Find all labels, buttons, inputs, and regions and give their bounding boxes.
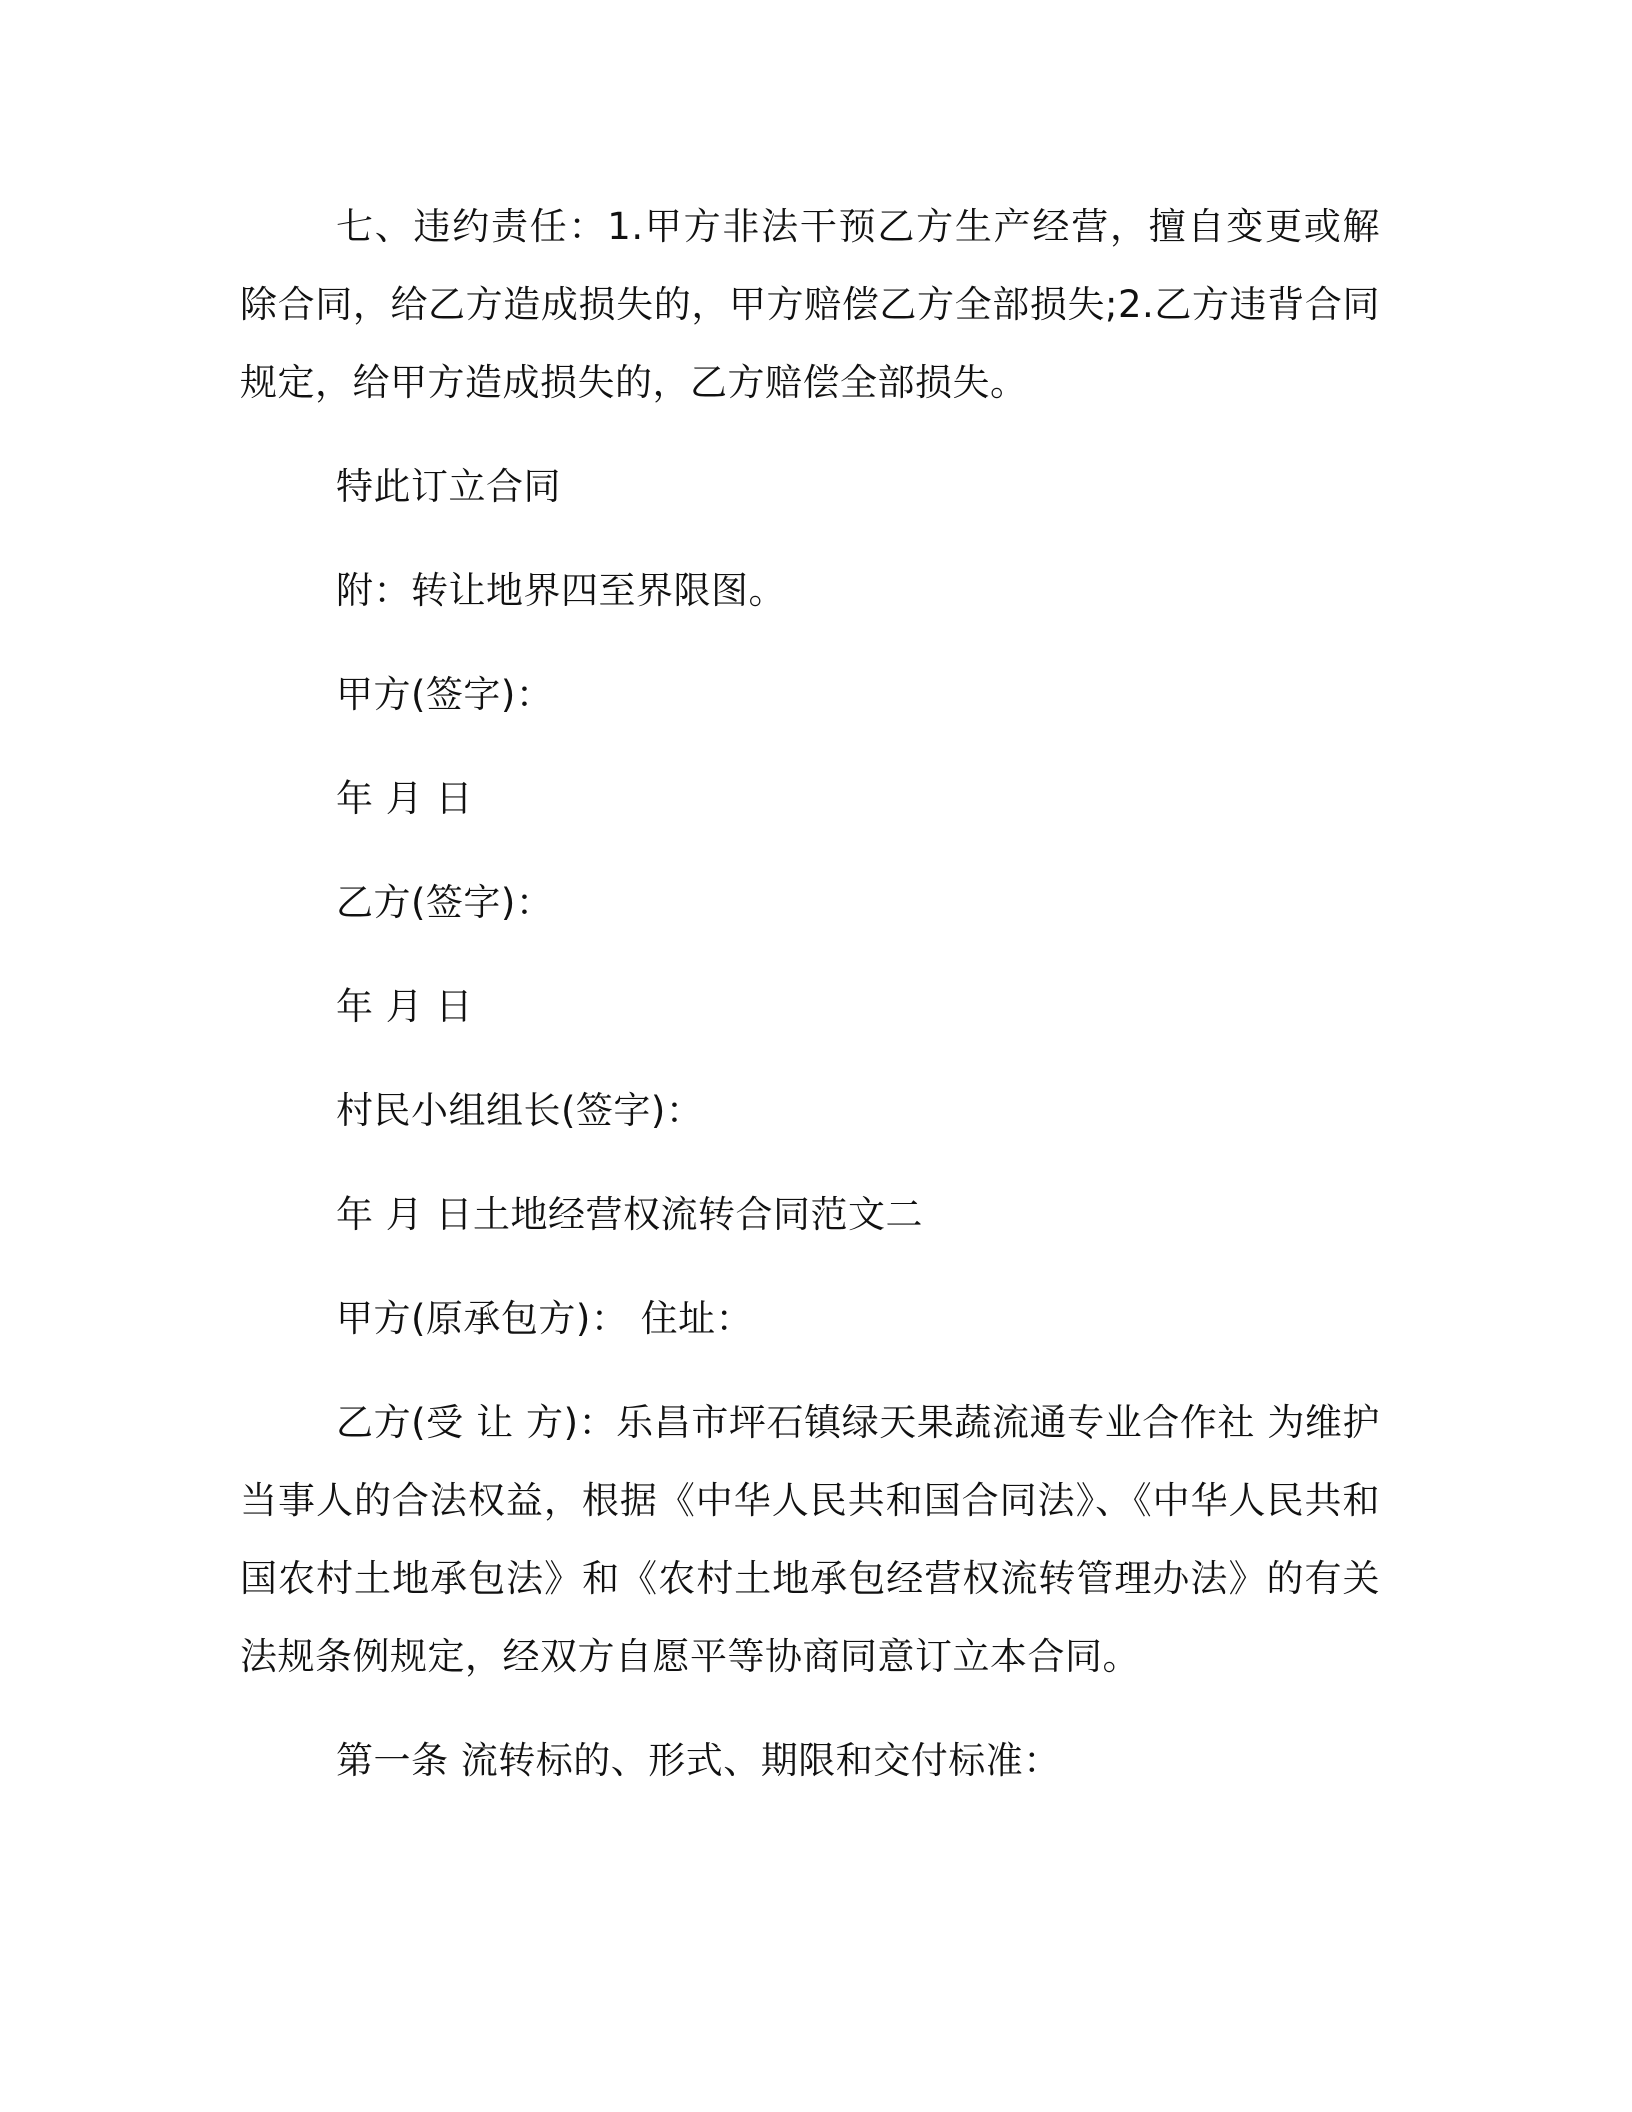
paragraph-contract-made: 特此订立合同	[336, 465, 561, 508]
article-one-heading: 第一条 流转标的、形式、期限和交付标准：	[336, 1739, 1061, 1782]
paragraph-breach-liability: 七、违约责任：1.甲方非法干预乙方生产经营，擅自变更或解除合同，给乙方造成损失的，甲方赔偿乙方全部损失;2.乙方违背合同规定，给甲方造成损失的，乙方赔偿全部损失。	[240, 205, 1380, 404]
signature-village-leader: 村民小组组长(签字)：	[336, 1089, 704, 1132]
date-party-a: 年 月 日	[336, 777, 474, 820]
date-and-second-title: 年 月 日土地经营权流转合同范文二	[336, 1193, 924, 1236]
signature-party-a: 甲方(签字)：	[336, 673, 554, 716]
party-a-info: 甲方(原承包方)： 住址：	[336, 1297, 754, 1340]
date-party-b: 年 月 日	[336, 985, 474, 1028]
party-b-info: 乙方(受 让 方)：乐昌市坪石镇绿天果蔬流通专业合作社 为维护当事人的合法权益，根据《中华人民共和国合同法》、《中华人民共和国农村土地承包法》和《农村土地承包经营权流转管理办法》的有关法规条例规定，经双方自愿平等协商同意订立本合同。	[240, 1401, 1380, 1678]
paragraph-attachment: 附：转让地界四至界限图。	[336, 569, 786, 612]
document-body	[240, 188, 1380, 1800]
signature-party-b: 乙方(签字)：	[336, 881, 554, 924]
